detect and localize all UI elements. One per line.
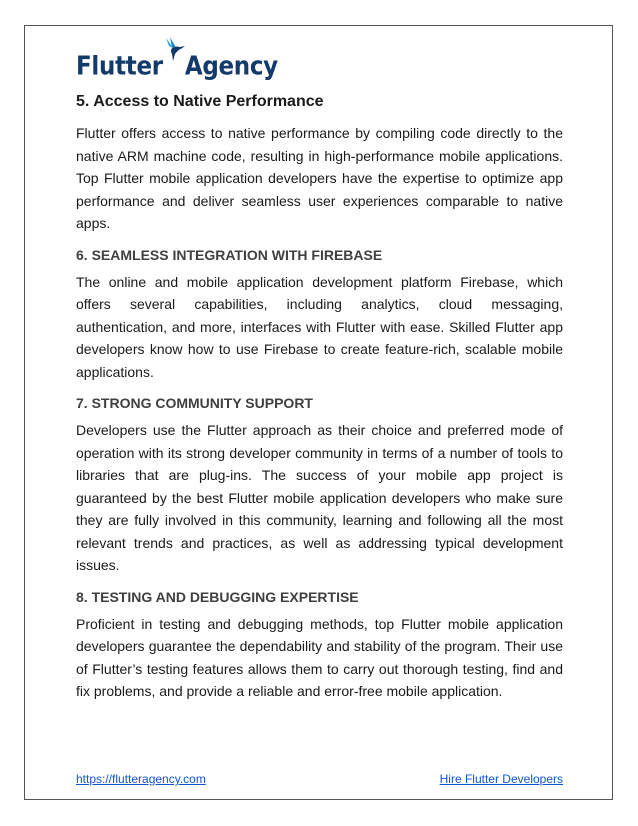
page-footer [76, 772, 563, 786]
section-title-firebase: 6. SEAMLESS INTEGRATION WITH FIREBASE [76, 246, 383, 263]
footer-website-link[interactable]: https://flutteragency.com [76, 772, 206, 786]
logo-word-flutter: Flutter [76, 52, 163, 82]
section-body-community: Developers use the Flutter approach as their choice and preferred mode of operation with its strong developer community in terms of a number of tools to libraries that are plug-ins. The success of your mobile app project is guaranteed by the best Flutter mobile application developers who make sure they are fully involved in this community, learning and following all the most relevant trends and practices, as well as addressing typical development issues. [76, 422, 563, 573]
section-body-testing: Proficient in testing and debugging methods, top Flutter mobile application developers guarantee the dependability and stability of the program. Their use of Flutter’s testing features allows them to carry out thorough testing, find and fix problems, and provide a reliable and error-free mobile application. [76, 615, 563, 699]
section-body-native-performance: Flutter offers access to native performance by compiling code directly to the native ARM machine code, resulting in high-performance mobile applications. Top Flutter mobile application developers have the expertise to optimize app performance and deliver seamless user experiences comparable to native apps. [76, 125, 563, 231]
section-title-testing: 8. TESTING AND DEBUGGING EXPERTISE [76, 588, 359, 605]
footer-hire-link[interactable]: Hire Flutter Developers [439, 772, 563, 786]
flutter-agency-logo [76, 36, 278, 80]
section-title-community: 7. STRONG COMMUNITY SUPPORT [76, 395, 313, 411]
section-body-firebase: The online and mobile application development platform Firebase, which offers several capabilities, including analytics, cloud messaging, authentication, and more, interfaces with Flutter with ease. Skilled Flutter app developers know how to use Firebase to create feature-rich, scalable mobile applications. [76, 273, 563, 380]
main-content [76, 92, 563, 703]
section-title-native-performance: 5. Access to Native Performance [76, 93, 324, 110]
logo-word-agency: Agency [184, 52, 278, 82]
hummingbird-icon [163, 36, 185, 62]
